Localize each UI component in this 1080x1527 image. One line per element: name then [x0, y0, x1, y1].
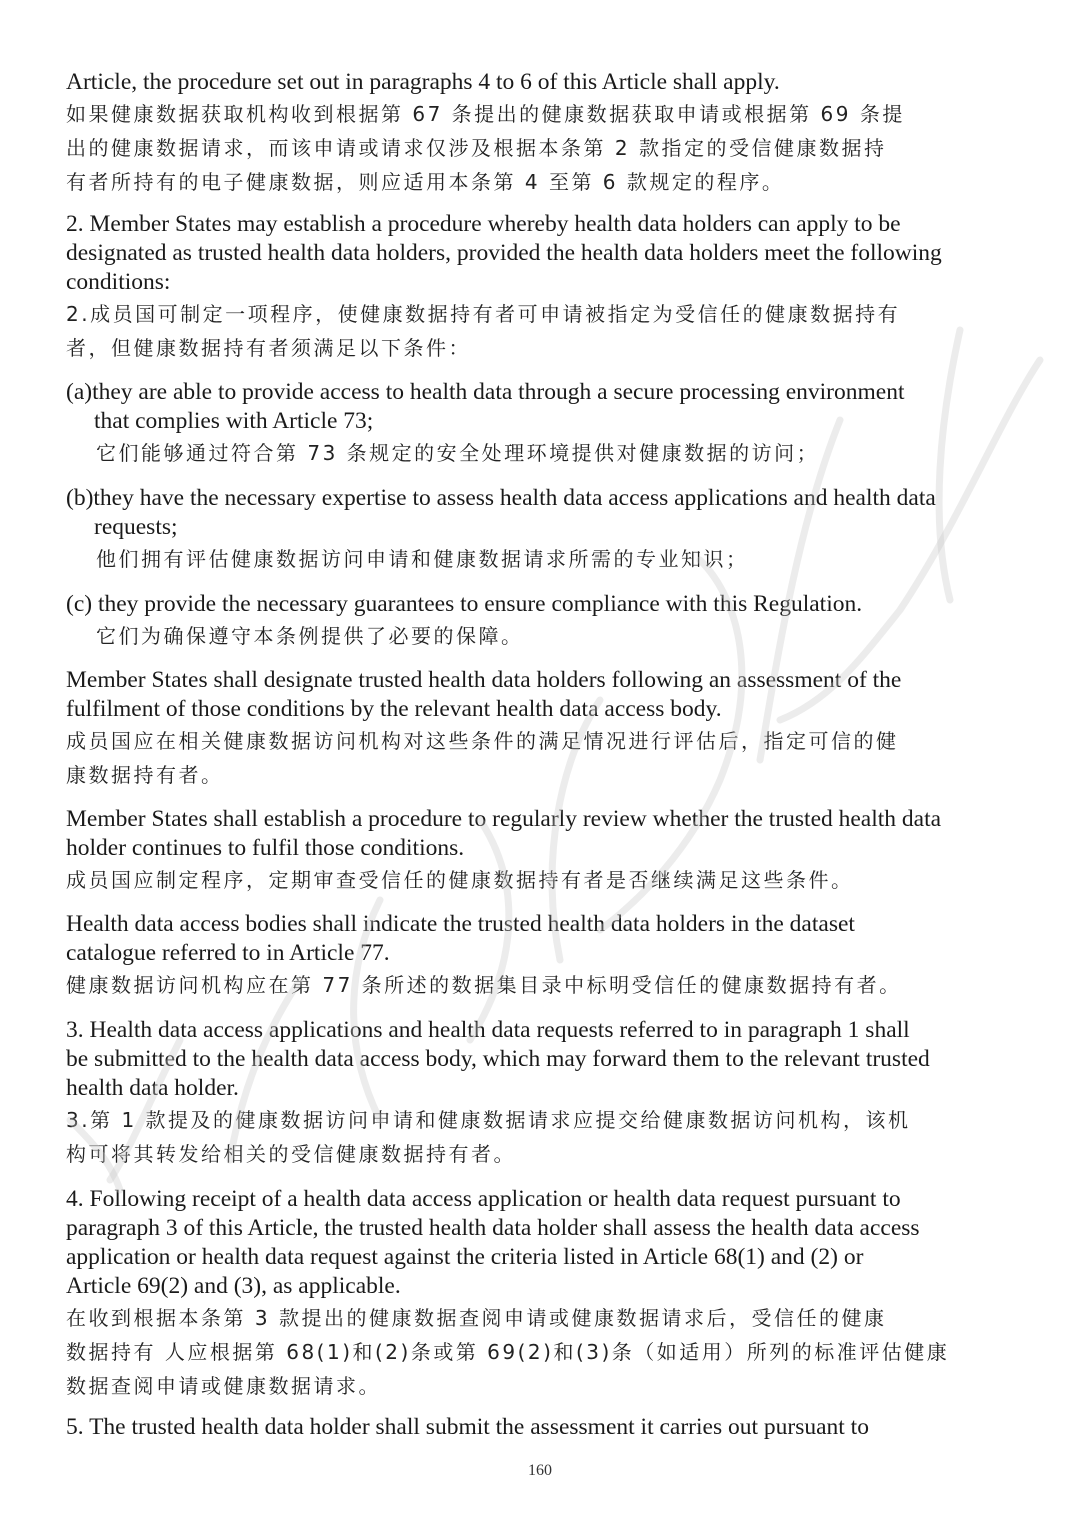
intro-zh-line-3: 有者所持有的电子健康数据，则应适用本条第 4 至第 6 款规定的程序。 — [66, 170, 785, 194]
p4-en-line-1: 4. Following receipt of a health data access application or health data request pursuant to — [66, 1186, 901, 1212]
catalogue-paragraph — [66, 910, 1026, 1002]
list-item-b — [66, 484, 1026, 576]
designate-zh-line-2: 康数据持有者。 — [66, 763, 224, 787]
intro-paragraph — [66, 68, 1026, 199]
p3-en-line-1: 3. Health data access applications and health data requests referred to in paragraph 1 shall — [66, 1017, 910, 1043]
p4-zh-line-1: 在收到根据本条第 3 款提出的健康数据查阅申请或健康数据请求后，受信任的健康 — [66, 1306, 887, 1330]
p2-zh-line-2: 者，但健康数据持有者须满足以下条件： — [66, 336, 471, 360]
p4-zh-line-3: 数据查阅申请或健康数据请求。 — [66, 1374, 381, 1398]
item-a-en-line-1: (a)they are able to provide access to health data through a secure processing environment — [66, 379, 905, 405]
item-c-en-line-1: (c) they provide the necessary guarantees to ensure compliance with this Regulation. — [66, 591, 863, 617]
item-b-en-line-2: requests; — [94, 514, 178, 540]
list-item-c — [66, 590, 1026, 653]
p2-en-line-2: designated as trusted health data holders, provided the health data holders meet the following — [66, 240, 942, 266]
designate-zh-line-1: 成员国应在相关健康数据访问机构对这些条件的满足情况进行评估后，指定可信的健 — [66, 729, 899, 753]
intro-zh-line-1: 如果健康数据获取机构收到根据第 67 条提出的健康数据获取申请或根据第 69 条提 — [66, 102, 905, 126]
paragraph-4 — [66, 1185, 1026, 1403]
page-number: 160 — [528, 1462, 552, 1479]
p3-zh-line-1: 3.第 1 款提及的健康数据访问申请和健康数据请求应提交给健康数据访问机构，该机 — [66, 1108, 911, 1132]
intro-zh-line-2: 出的健康数据请求，而该申请或请求仅涉及根据本条第 2 款指定的受信健康数据持 — [66, 136, 887, 160]
item-c-zh: 它们为确保遵守本条例提供了必要的保障。 — [96, 624, 524, 648]
paragraph-3 — [66, 1016, 1026, 1171]
item-a-en-line-2: that complies with Article 73; — [94, 408, 374, 434]
review-zh-line-1: 成员国应制定程序，定期审查受信任的健康数据持有者是否继续满足这些条件。 — [66, 868, 854, 892]
item-a-zh: 它们能够通过符合第 73 条规定的安全处理环境提供对健康数据的访问； — [96, 441, 820, 465]
p4-en-line-3: application or health data request against the criteria listed in Article 68(1) and (2) or — [66, 1244, 864, 1270]
p4-en-line-2: paragraph 3 of this Article, the trusted health data holder shall assess the health data access — [66, 1215, 920, 1241]
review-paragraph — [66, 805, 1026, 897]
paragraph-5 — [66, 1413, 1026, 1442]
p3-en-line-2: be submitted to the health data access body, which may forward them to the relevant trusted — [66, 1046, 930, 1072]
p2-en-line-1: 2. Member States may establish a procedure whereby health data holders can apply to be — [66, 211, 901, 237]
item-b-zh: 他们拥有评估健康数据访问申请和健康数据请求所需的专业知识； — [96, 547, 749, 571]
p5-en-line-1: 5. The trusted health data holder shall submit the assessment it carries out pursuant to — [66, 1414, 869, 1440]
review-en-line-1: Member States shall establish a procedure to regularly review whether the trusted health data — [66, 806, 942, 832]
catalogue-zh-line-1: 健康数据访问机构应在第 77 条所述的数据集目录中标明受信任的健康数据持有者。 — [66, 973, 902, 997]
review-en-line-2: holder continues to fulfil those conditions. — [66, 835, 465, 861]
designate-en-line-1: Member States shall designate trusted health data holders following an assessment of the — [66, 667, 902, 693]
list-item-a — [66, 378, 1026, 470]
intro-en: Article, the procedure set out in paragraphs 4 to 6 of this Article shall apply. — [66, 69, 780, 95]
designate-paragraph — [66, 666, 1026, 792]
p4-en-line-4: Article 69(2) and (3), as applicable. — [66, 1273, 401, 1299]
p2-zh-line-1: 2.成员国可制定一项程序，使健康数据持有者可申请被指定为受信任的健康数据持有 — [66, 302, 901, 326]
p4-zh-line-2: 数据持有 人应根据第 68(1)和(2)条或第 69(2)和(3)条（如适用）所列的标准评估健康 — [66, 1340, 950, 1364]
p3-zh-line-2: 构可将其转发给相关的受信健康数据持有者。 — [66, 1142, 516, 1166]
p2-en-line-3: conditions: — [66, 269, 171, 295]
item-b-en-line-1: (b)they have the necessary expertise to assess health data access applications and health data — [66, 485, 936, 511]
p3-en-line-3: health data holder. — [66, 1075, 239, 1101]
designate-en-line-2: fulfilment of those conditions by the relevant health data access body. — [66, 696, 722, 722]
paragraph-2 — [66, 210, 1026, 365]
catalogue-en-line-1: Health data access bodies shall indicate the trusted health data holders in the dataset — [66, 911, 855, 937]
catalogue-en-line-2: catalogue referred to in Article 77. — [66, 940, 390, 966]
